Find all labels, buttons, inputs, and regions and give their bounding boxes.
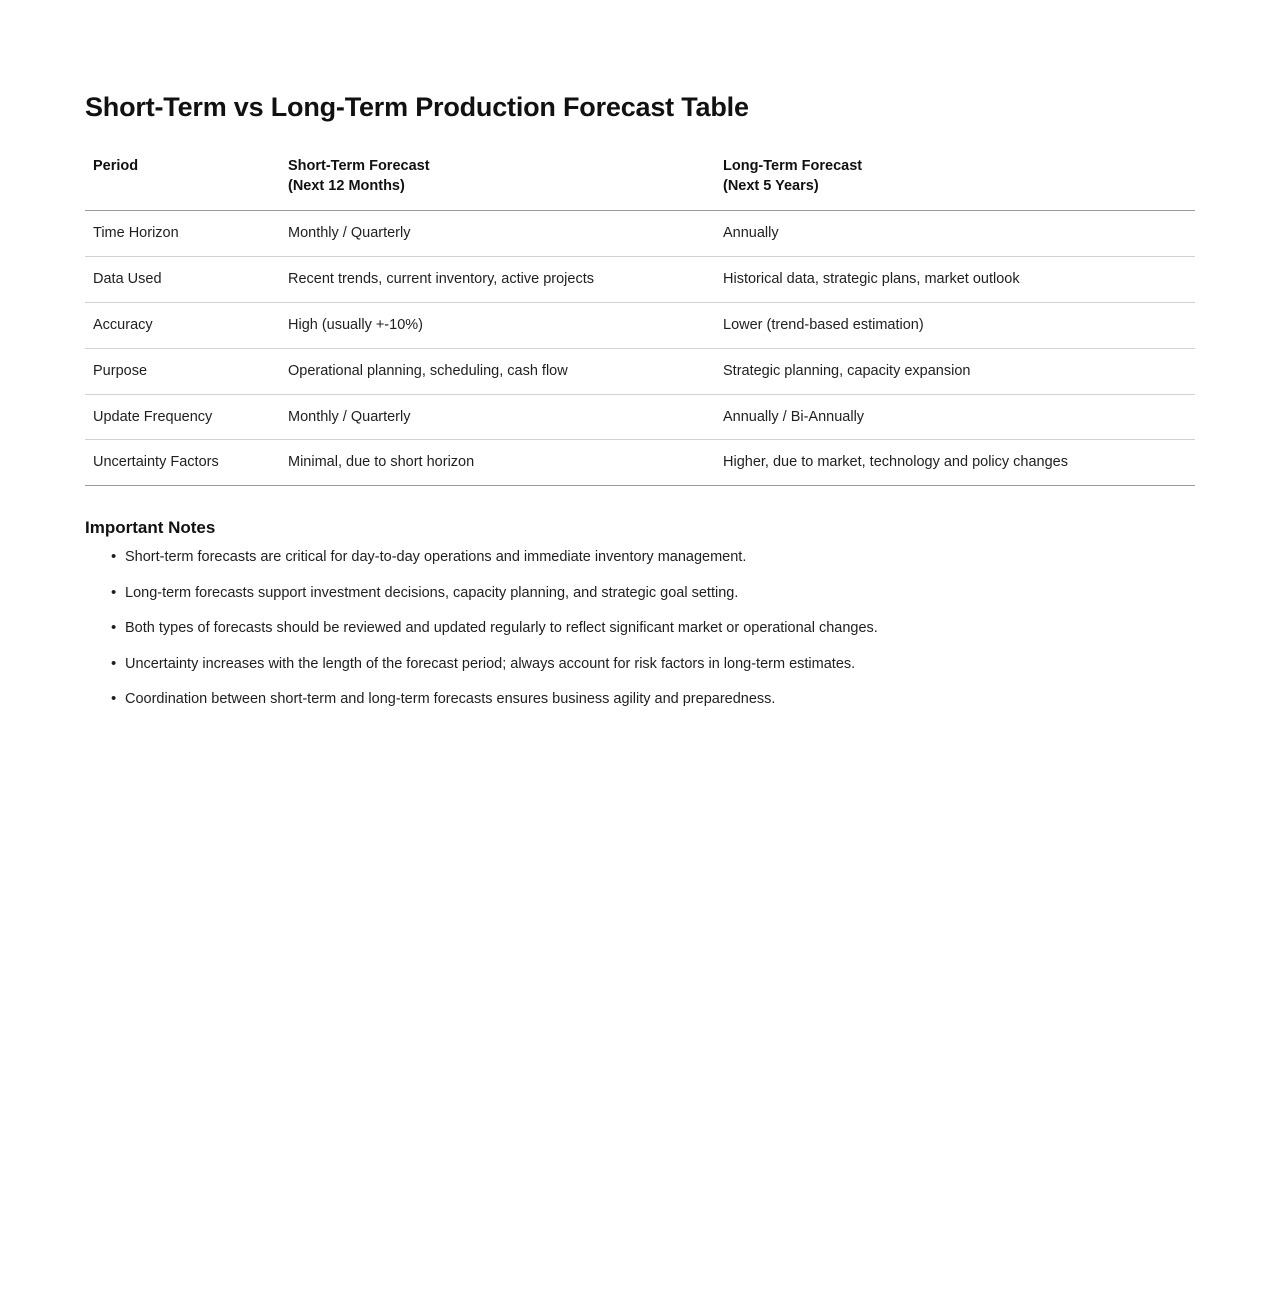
table-row: [85, 302, 1195, 348]
column-header-short-term-main: Short-Term Forecast: [288, 158, 430, 174]
cell-long-term: Annually: [715, 211, 1195, 257]
cell-short-term: Monthly / Quarterly: [280, 394, 715, 440]
notes-heading: Important Notes: [85, 518, 216, 538]
cell-period: Data Used: [85, 256, 280, 302]
cell-short-term: High (usually +-10%): [280, 302, 715, 348]
table-row: [85, 394, 1195, 440]
table-body: [85, 211, 1195, 486]
table-header: [85, 157, 1195, 211]
cell-long-term: Historical data, strategic plans, market outlook: [715, 256, 1195, 302]
table-row: [85, 348, 1195, 394]
cell-short-term: Monthly / Quarterly: [280, 211, 715, 257]
list-item: • Uncertainty increases with the length of the forecast period; always account for risk factors in long-term estimates.: [111, 655, 1193, 675]
column-header-long-term-main: Long-Term Forecast: [723, 158, 863, 174]
cell-period: Update Frequency: [85, 394, 280, 440]
cell-short-term: Recent trends, current inventory, active projects: [280, 256, 715, 302]
cell-period: Purpose: [85, 348, 280, 394]
table-row: [85, 256, 1195, 302]
cell-long-term: Higher, due to market, technology and policy changes: [715, 440, 1195, 486]
cell-long-term: Lower (trend-based estimation): [715, 302, 1195, 348]
forecast-comparison-table: [85, 157, 1195, 486]
column-header-short-term-sub: (Next 12 Months): [288, 177, 405, 194]
notes-list: [85, 548, 1193, 710]
column-header-period-main: Period: [93, 158, 139, 174]
list-item: • Both types of forecasts should be reviewed and updated regularly to reflect significant market or operational changes.: [111, 619, 1193, 639]
column-header-short-term: [280, 157, 715, 211]
cell-long-term: Annually / Bi-Annually: [715, 394, 1195, 440]
cell-period: Uncertainty Factors: [85, 440, 280, 486]
column-header-long-term-sub: (Next 5 Years): [723, 177, 819, 194]
page-title: Short-Term vs Long-Term Production Forecast Table: [85, 92, 749, 122]
list-item: • Long-term forecasts support investment decisions, capacity planning, and strategic goal setting.: [111, 584, 1193, 604]
table-row: [85, 211, 1195, 257]
column-header-period: [85, 157, 280, 211]
cell-short-term: Minimal, due to short horizon: [280, 440, 715, 486]
cell-period: Time Horizon: [85, 211, 280, 257]
list-item: • Short-term forecasts are critical for day-to-day operations and immediate inventory management.: [111, 548, 1193, 568]
table-header-row: [85, 157, 1195, 211]
column-header-long-term: [715, 157, 1195, 211]
table-row: [85, 440, 1195, 486]
cell-long-term: Strategic planning, capacity expansion: [715, 348, 1195, 394]
cell-period: Accuracy: [85, 302, 280, 348]
cell-short-term: Operational planning, scheduling, cash flow: [280, 348, 715, 394]
list-item: • Coordination between short-term and long-term forecasts ensures business agility and preparedness.: [111, 690, 1193, 710]
